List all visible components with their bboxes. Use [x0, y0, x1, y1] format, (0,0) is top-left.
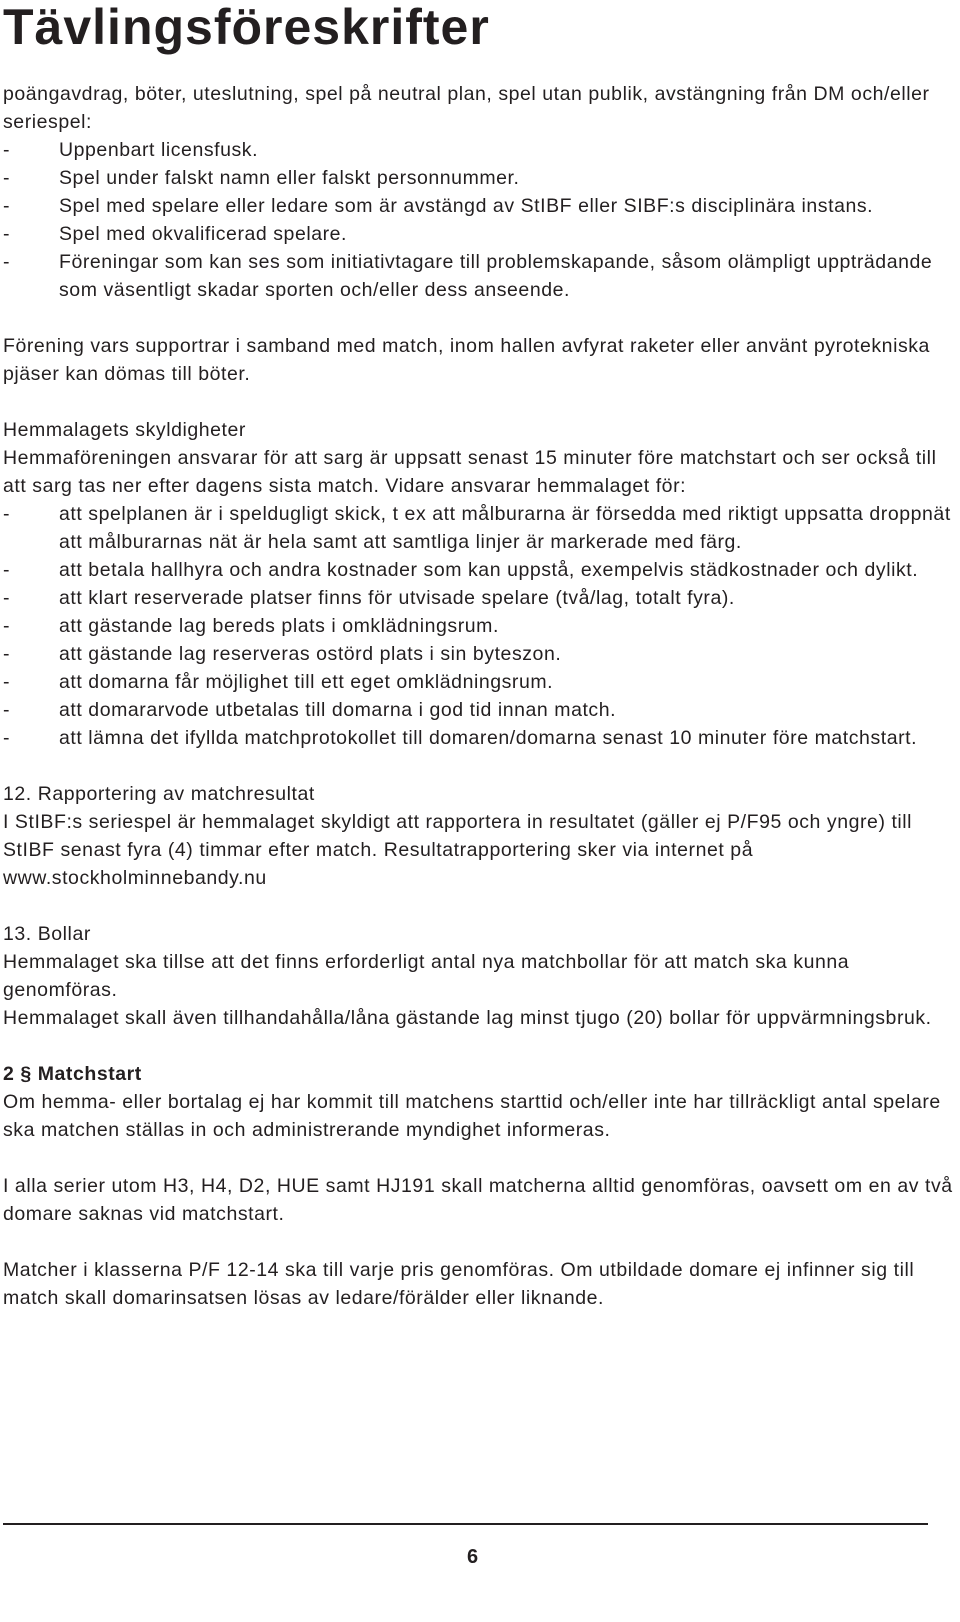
list-dash: -: [3, 727, 11, 749]
list-dash: -: [3, 643, 11, 665]
intro-line: poängavdrag, böter, uteslutning, spel på neutral plan, spel utan publik, avstängning från DM och/eller seriespel:: [3, 83, 930, 133]
home-team-text: Hemmaföreningen ansvarar för att sarg är uppsatt senast 15 minuter före matchstart och ser också till att sarg tas ner efter dagens sista match. Vidare ansvarar hemmalaget för:: [3, 447, 937, 497]
section-13-text-1: Hemmalaget ska tillse att det finns erforderligt antal nya matchbollar för att match ska kunna genomföras.: [3, 951, 850, 1001]
home-team-heading: Hemmalagets skyldigheter: [3, 419, 246, 441]
list-dash: -: [3, 223, 11, 245]
document-body: [3, 80, 953, 1312]
section-12-text: I StIBF:s seriespel är hemmalaget skyldigt att rapportera in resultatet (gäller ej P/F95 och yngre) till StIBF senast fyra (4) timmar efter match. Resultatrapportering sker via internet på www.stockholminnebandy.nu: [3, 811, 913, 889]
page-number: 6: [467, 1546, 479, 1568]
section-12-heading: 12. Rapportering av matchresultat: [3, 783, 315, 805]
matchstart-paragraph-2: I alla serier utom H3, H4, D2, HUE samt HJ191 skall matcherna alltid genomföras, oavsett om en av två domare saknas vid matchstart.: [3, 1175, 953, 1225]
list-dash: -: [3, 615, 11, 637]
spacer: [3, 304, 953, 332]
list-item: [3, 500, 953, 556]
list-item: [3, 556, 953, 584]
spacer: [3, 1144, 953, 1172]
spacer: [3, 1032, 953, 1060]
spacer: [3, 388, 953, 416]
list-dash: -: [3, 167, 11, 189]
list-item-text: att gästande lag reserveras ostörd plats i sin byteszon.: [59, 643, 562, 665]
list-dash: -: [3, 671, 11, 693]
list-item-text: att domararvode utbetalas till domarna i god tid innan match.: [59, 699, 617, 721]
pyro-paragraph: Förening vars supportrar i samband med match, inom hallen avfyrat raketer eller använt pyrotekniska pjäser kan dömas till böter.: [3, 335, 930, 385]
list-item: [3, 584, 953, 612]
matchstart-paragraph-3: Matcher i klasserna P/F 12-14 ska till varje pris genomföras. Om utbildade domare ej infinner sig till match skall domarinsatsen lösas av ledare/förälder eller liknande.: [3, 1259, 915, 1309]
spacer: [3, 1228, 953, 1256]
list-item-text: att gästande lag bereds plats i omklädningsrum.: [59, 615, 499, 637]
list-item: [3, 192, 953, 220]
list-dash: -: [3, 195, 11, 217]
list-item: [3, 220, 953, 248]
list-item: [3, 640, 953, 668]
list-dash: -: [3, 699, 11, 721]
intro-list: [3, 136, 953, 304]
list-dash: -: [3, 139, 11, 161]
spacer: [3, 892, 953, 920]
list-item: [3, 612, 953, 640]
list-item-text: att spelplanen är i speldugligt skick, t ex att målburarna är försedda med riktigt uppsatta droppnät att målburarnas nät är hela samt att samtliga linjer är markerade med färg.: [59, 503, 951, 553]
list-item: [3, 724, 953, 752]
list-item-text: Uppenbart licensfusk.: [59, 139, 259, 161]
list-item: [3, 136, 953, 164]
list-item: [3, 668, 953, 696]
list-dash: -: [3, 503, 11, 525]
list-dash: -: [3, 559, 11, 581]
footer-divider: [3, 1523, 928, 1525]
list-item: [3, 164, 953, 192]
matchstart-heading: 2 § Matchstart: [3, 1063, 142, 1085]
list-item: [3, 248, 953, 304]
section-13-heading: 13. Bollar: [3, 923, 91, 945]
list-item-text: Spel under falskt namn eller falskt personnummer.: [59, 167, 520, 189]
list-dash: -: [3, 251, 11, 273]
list-item-text: Spel med spelare eller ledare som är avstängd av StIBF eller SIBF:s disciplinära instans.: [59, 195, 874, 217]
spacer: [3, 752, 953, 780]
list-dash: -: [3, 587, 11, 609]
page-title: Tävlingsföreskrifter: [3, 0, 490, 55]
home-team-list: [3, 500, 953, 752]
list-item-text: att lämna det ifyllda matchprotokollet till domaren/domarna senast 10 minuter före matchstart.: [59, 727, 918, 749]
list-item-text: Spel med okvalificerad spelare.: [59, 223, 348, 245]
list-item: [3, 696, 953, 724]
matchstart-paragraph-1: Om hemma- eller bortalag ej har kommit till matchens starttid och/eller inte har tillräckligt antal spelare ska matchen ställas in och administrerande myndighet informeras.: [3, 1091, 941, 1141]
list-item-text: att klart reserverade platser finns för utvisade spelare (två/lag, totalt fyra).: [59, 587, 735, 609]
document-page: [3, 0, 953, 1568]
list-item-text: Föreningar som kan ses som initiativtagare till problemskapande, såsom olämpligt uppträdande som väsentligt skadar sporten och/eller dess anseende.: [59, 251, 933, 301]
section-13-text-2: Hemmalaget skall även tillhandahålla/låna gästande lag minst tjugo (20) bollar för uppvärmningsbruk.: [3, 1007, 932, 1029]
list-item-text: att domarna får möjlighet till ett eget omklädningsrum.: [59, 671, 554, 693]
list-item-text: att betala hallhyra och andra kostnader som kan uppstå, exempelvis städkostnader och dylikt.: [59, 559, 919, 581]
